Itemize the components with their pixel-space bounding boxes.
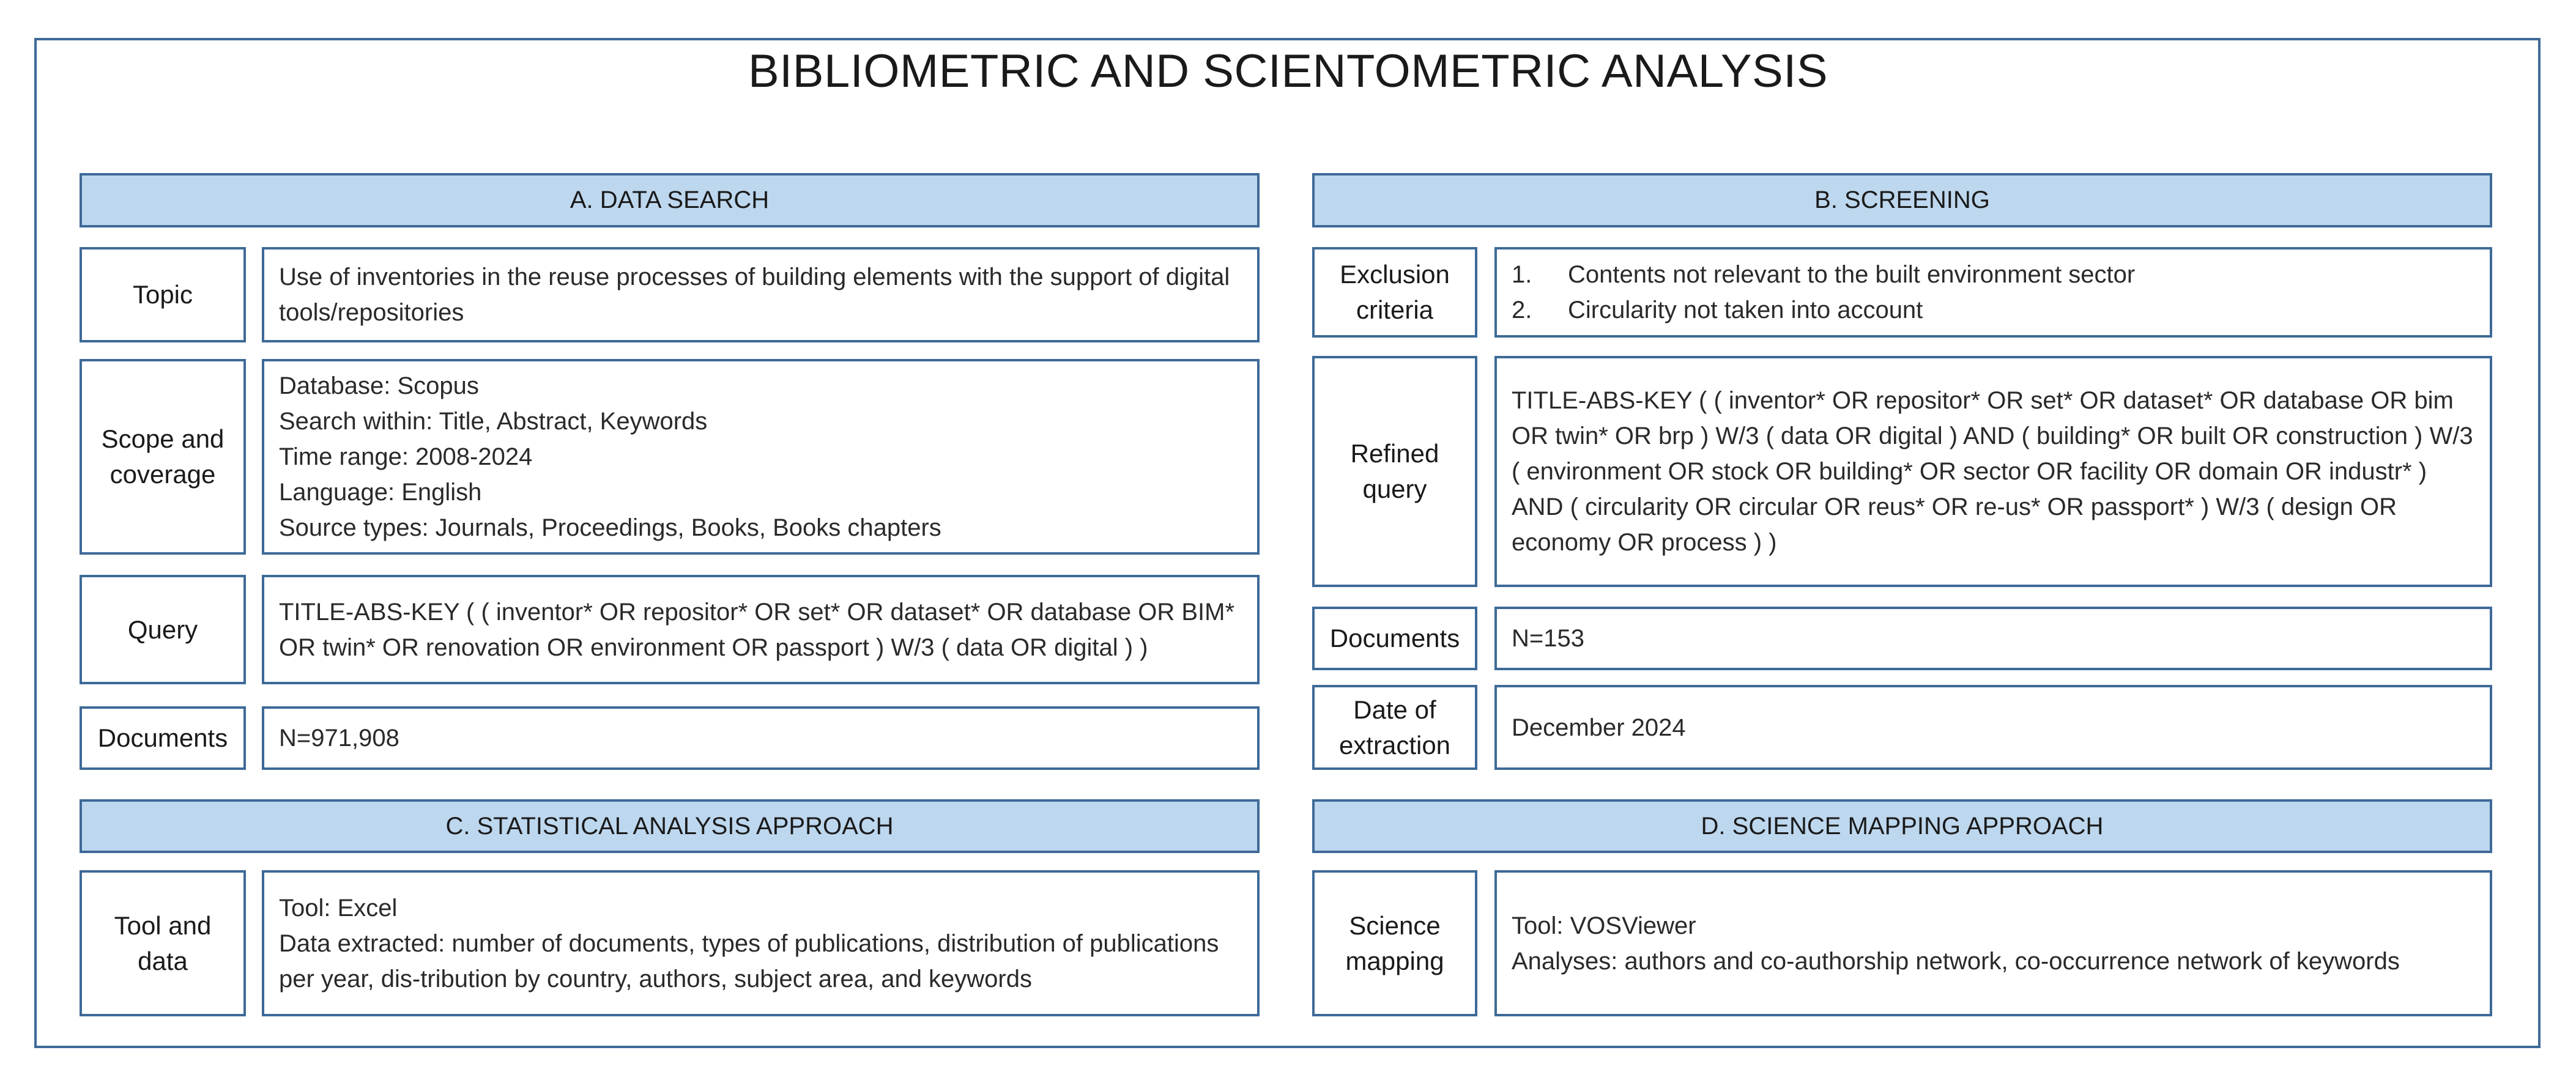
scope-label: Scope and coverage: [80, 359, 246, 555]
science-mapping-label: Science mapping: [1312, 870, 1477, 1016]
documents-b-label: Documents: [1312, 607, 1477, 670]
exclusion-label: Exclusion criteria: [1312, 247, 1477, 338]
date-extraction-content: [1494, 685, 2492, 770]
refined-query-text: TITLE-ABS-KEY ( ( inventor* OR repositor* OR set* OR dataset* OR database OR bim OR twin* OR brp ) W/3 ( data OR digital ) AND ( building* OR built OR construction ) W/3 ( environment OR stock OR building* OR sector OR facility OR domain OR industr* ) AND ( circularity OR circular OR reus* OR re-us* OR passport* ) W/3 ( design OR economy OR process ) ): [1512, 387, 2473, 556]
scope-line-language: Language: English: [279, 479, 482, 506]
scope-line-search-within: Search within: Title, Abstract, Keywords: [279, 408, 708, 435]
query-label: Query: [80, 575, 246, 684]
data-extracted-line: Data extracted: number of documents, types of publications, distribution of publications per year, dis-tribution by country, authors, subject area, and keywords: [279, 930, 1219, 992]
refined-query-content: [1494, 356, 2492, 587]
topic-content: [262, 247, 1260, 342]
science-mapping-content: [1494, 870, 2492, 1016]
topic-text: Use of inventories in the reuse processes of building elements with the support of digital tools/repositories: [279, 264, 1230, 326]
topic-label: Topic: [80, 247, 246, 342]
scope-content: [262, 359, 1260, 555]
exclusion-item: 2. Circularity not taken into account: [1512, 297, 1923, 323]
documents-a-value: N=971,908: [279, 725, 399, 752]
exclusion-content: [1494, 247, 2492, 338]
date-extraction-label: Date of extraction: [1312, 685, 1477, 770]
section-c-header: C. STATISTICAL ANALYSIS APPROACH: [80, 799, 1260, 853]
mapping-tool-line: Tool: VOSViewer: [1512, 912, 1696, 939]
documents-b-value: N=153: [1512, 625, 1584, 652]
query-text: TITLE-ABS-KEY ( ( inventor* OR repositor* OR set* OR dataset* OR database OR BIM* OR twin* OR renovation OR environment OR passport ) W/3 ( data OR digital ) ): [279, 598, 1235, 661]
tool-line: Tool: Excel: [279, 894, 398, 922]
diagram-title: BIBLIOMETRIC AND SCIENTOMETRIC ANALYSIS: [748, 45, 1828, 97]
documents-a-label: Documents: [80, 706, 246, 770]
section-a-header: A. DATA SEARCH: [80, 173, 1260, 227]
tool-data-label: Tool and data: [80, 870, 246, 1016]
section-b-header: B. SCREENING: [1312, 173, 2492, 227]
scope-line-database: Database: Scopus: [279, 372, 479, 399]
mapping-analyses-line: Analyses: authors and co-authorship network, co-occurrence network of keywords: [1512, 947, 2400, 975]
refined-query-label: Refined query: [1312, 356, 1477, 587]
scope-line-source-types: Source types: Journals, Proceedings, Books, Books chapters: [279, 514, 941, 541]
exclusion-item: 1. Contents not relevant to the built environment sector: [1512, 261, 2136, 288]
documents-b-content: [1494, 607, 2492, 670]
scope-line-time-range: Time range: 2008-2024: [279, 443, 533, 470]
date-extraction-value: December 2024: [1512, 714, 1686, 741]
section-d-header: D. SCIENCE MAPPING APPROACH: [1312, 799, 2492, 853]
tool-data-content: [262, 870, 1260, 1016]
documents-a-content: [262, 706, 1260, 770]
query-content: [262, 575, 1260, 684]
